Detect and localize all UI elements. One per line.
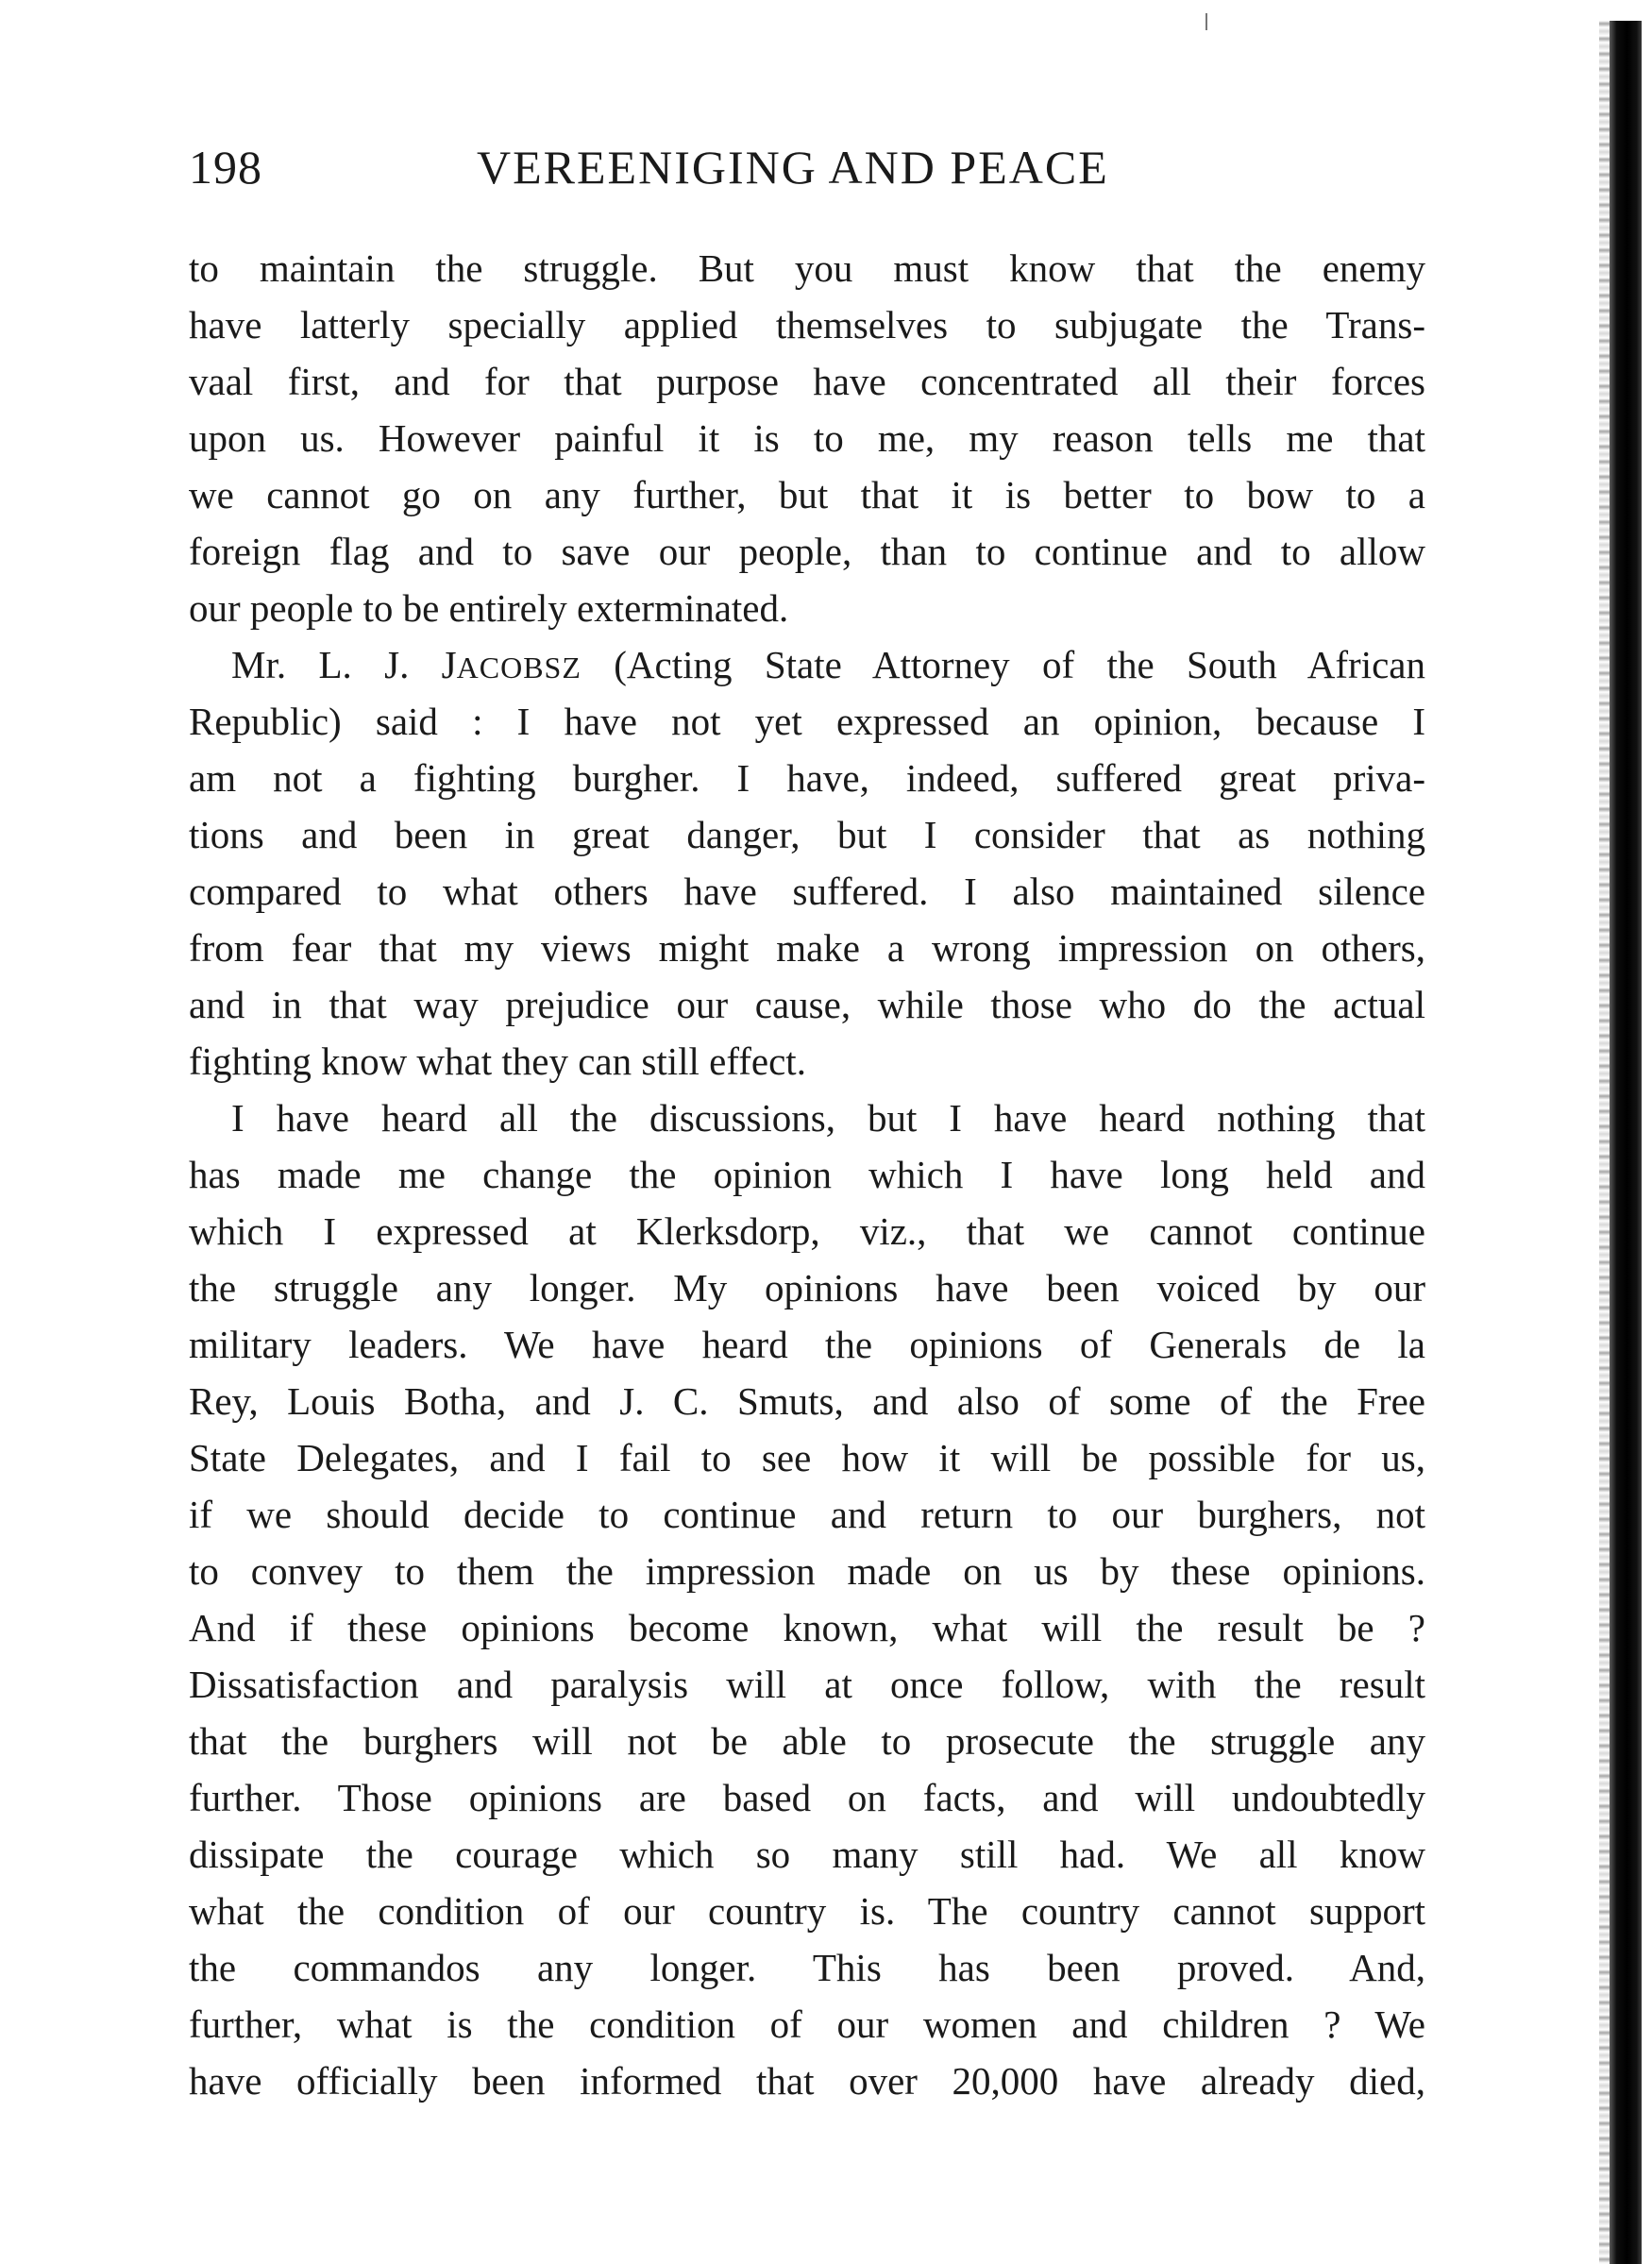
text-line: our people to be entirely exterminated.: [189, 586, 789, 630]
text-line: upon us. However painful it is to me, my reason tells me that: [189, 416, 1425, 460]
text-line: I have heard all the discussions, but I have heard nothing that: [231, 1096, 1425, 1140]
text-line: compared to what others have suffered. I also maintained silence: [189, 870, 1425, 913]
speaker-smallcaps: ACOBSZ: [456, 650, 582, 684]
text-line: State Delegates, and I fail to see how it will be possible for us,: [189, 1436, 1425, 1479]
text-line: has made me change the opinion which I have long held and: [189, 1153, 1425, 1196]
text-line: Rey, Louis Botha, and J. C. Smuts, and also of some of the Free: [189, 1379, 1425, 1423]
text-line: foreign flag and to save our people, than to continue and to allow: [189, 530, 1425, 573]
text-line: vaal first, and for that purpose have concentrated all their forces: [189, 360, 1425, 403]
text-line: Dissatisfaction and paralysis will at once follow, with the result: [189, 1663, 1425, 1706]
text-line: military leaders. We have heard the opinions of Generals de la: [189, 1323, 1425, 1366]
text-line: have officially been informed that over 20,000 have already died,: [189, 2059, 1425, 2103]
speaker-line: [189, 636, 1425, 693]
text-line: from fear that my views might make a wrong impression on others,: [189, 926, 1425, 970]
text-line: if we should decide to continue and return to our burghers, not: [189, 1493, 1425, 1536]
text-line: to convey to them the impression made on us by these opinions.: [189, 1549, 1425, 1593]
text-line: further, what is the condition of our women and children ? We: [189, 2002, 1425, 2046]
speaker-rest: (Acting State Attorney of the South African: [581, 643, 1425, 686]
text-line: the commandos any longer. This has been proved. And,: [189, 1946, 1425, 1989]
text-line: that the burghers will not be able to prosecute the struggle any: [189, 1719, 1425, 1763]
text-line: what the condition of our country is. The country cannot support: [189, 1889, 1425, 1933]
text-line: which I expressed at Klerksdorp, viz., that we cannot continue: [189, 1209, 1425, 1253]
speaker-prefix: Mr. L. J. J: [231, 643, 457, 686]
body-text: [189, 240, 1425, 2109]
text-line: further. Those opinions are based on facts, and will undoubtedly: [189, 1776, 1425, 1819]
text-line: tions and been in great danger, but I consider that as nothing: [189, 813, 1425, 856]
page-edge-shadow: [1610, 21, 1642, 2264]
scan-mark: [1205, 13, 1207, 30]
text-line: dissipate the courage which so many still had. We all know: [189, 1833, 1425, 1876]
running-title: VEREENIGING AND PEACE: [477, 141, 1109, 194]
text-line: we cannot go on any further, but that it is better to bow to a: [189, 473, 1425, 516]
text-line: the struggle any longer. My opinions have been voiced by our: [189, 1266, 1425, 1309]
text-line: to maintain the struggle. But you must know that the enemy: [189, 246, 1425, 290]
page-number: 198: [189, 141, 262, 194]
text-line: have latterly specially applied themselves to subjugate the Trans-: [189, 303, 1425, 346]
running-head: [189, 140, 1425, 206]
text-line: And if these opinions become known, what will the result be ?: [189, 1606, 1425, 1649]
text-line: am not a fighting burgher. I have, indeed, suffered great priva-: [189, 756, 1425, 800]
text-line: Republic) said : I have not yet expressed an opinion, because I: [189, 700, 1425, 743]
text-line: fighting know what they can still effect.: [189, 1039, 806, 1083]
text-line: and in that way prejudice our cause, while those who do the actual: [189, 983, 1425, 1026]
